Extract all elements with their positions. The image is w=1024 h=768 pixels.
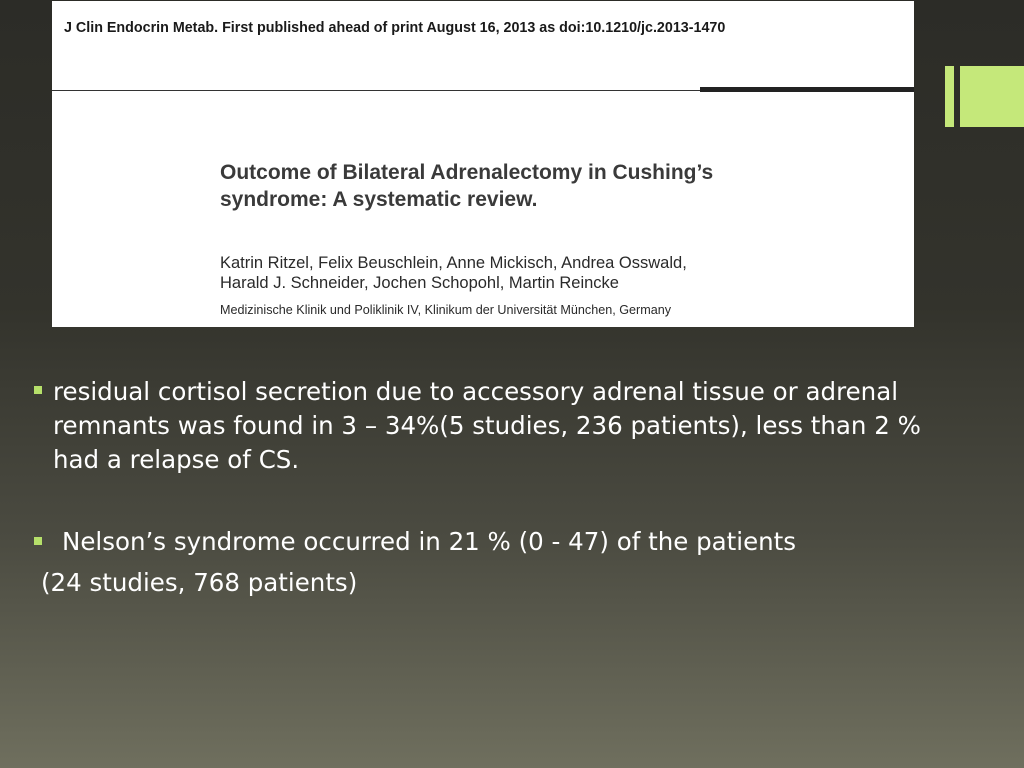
article-affiliation: Medizinische Klinik und Poliklinik IV, Klinikum der Universität München, Germany: [220, 303, 672, 317]
authors-line-1: Katrin Ritzel, Felix Beuschlein, Anne Mickisch, Andrea Osswald,: [220, 254, 687, 272]
article-title-line-1: Outcome of Bilateral Adrenalectomy in Cushing’s: [220, 161, 714, 184]
bullet-nelson-syndrome: Nelson’s syndrome occurred in 21 % (0 - 47) of the patients: [62, 527, 797, 556]
bullet-square-icon: [34, 386, 42, 394]
article-title: [220, 159, 900, 213]
article-header-image: [52, 1, 914, 327]
bullet-residual-cortisol: residual cortisol secretion due to accessory adrenal tissue or adrenal remnants was found in 3 – 34%(5 studies, 236 patients), less than 2 % had a relapse of CS.: [53, 377, 921, 474]
article-title-line-2: syndrome: A systematic review.: [220, 188, 538, 211]
bullet-nelson-syndrome-continued: (24 studies, 768 patients): [41, 568, 358, 597]
article-authors: [220, 253, 900, 293]
accent-bar-wide: [960, 66, 1024, 127]
divider-rule-thick: [700, 87, 914, 92]
bullet-square-icon: [34, 537, 42, 545]
authors-line-2: Harald J. Schneider, Jochen Schopohl, Martin Reincke: [220, 274, 619, 292]
journal-citation: J Clin Endocrin Metab. First published ahead of print August 16, 2013 as doi:10.1210/jc.2013-1470: [64, 20, 726, 36]
accent-bar-thin: [945, 66, 954, 127]
